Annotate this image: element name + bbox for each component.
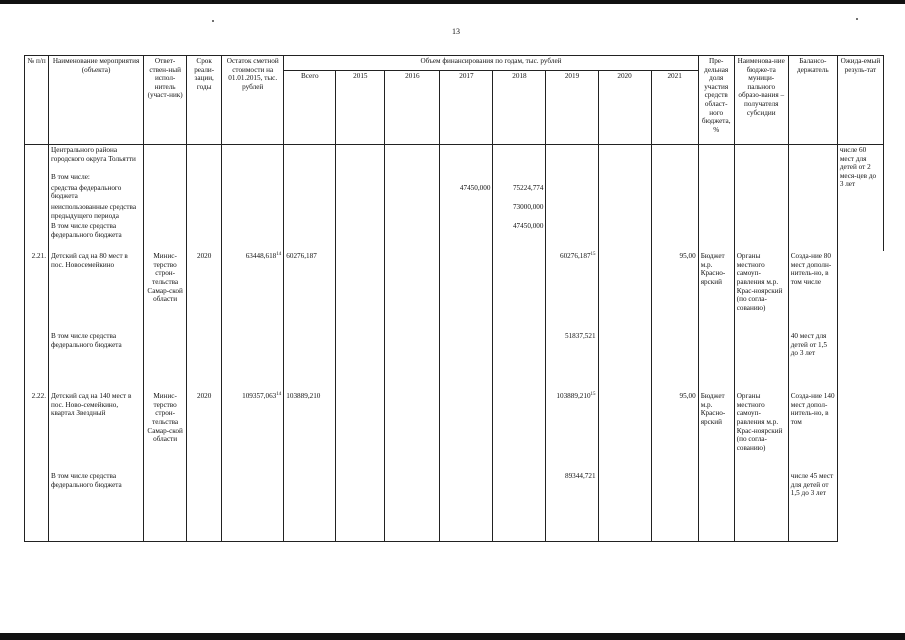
row-num: 2.22. [25, 391, 49, 471]
col-responsible: Ответ-ствен-ный испол-нитель (участ-ник) [144, 56, 187, 145]
col-year: 2018 [493, 71, 546, 145]
row-result: числе 45 мест для детей от 1,5 до 3 лет [788, 471, 837, 541]
col-total: Всего [284, 71, 336, 145]
row-name: В том числе средства федерального бюджета [49, 221, 144, 251]
col-name: Наименование мероприятия (объекта) [49, 56, 144, 145]
row-holder: Органы местного самоуп-равления м.р. Крас-ноярский (по согла-сованию) [734, 251, 788, 331]
row-name: Детский сад на 80 мест в пос. Новосемейкино [49, 251, 144, 331]
row-holder: Органы местного самоуп-равления м.р. Крас-ноярский (по согла-сованию) [734, 391, 788, 471]
table-row [25, 391, 884, 471]
cell-2020: 60276,187$^{15}$ [546, 251, 598, 331]
table-row [25, 221, 884, 251]
scan-border-top [0, 0, 905, 4]
col-budget-name: Наименова-ние бюдже-та муници-пального образо-вания – получателя субсидии [734, 56, 788, 145]
row-result: Созда-ние 80 мест дополн-нитель-но, в том числе [788, 251, 837, 331]
cell-2019: 73000,000 [493, 202, 546, 221]
row-result: Созда-ние 140 мест допол-нитель-но, в том [788, 391, 837, 471]
row-term: 2020 [187, 251, 222, 331]
col-term: Срок реали-зации, годы [187, 56, 222, 145]
col-year: 2017 [440, 71, 493, 145]
cell-2020: 51837,521 [546, 331, 598, 391]
row-share: 95,00 [651, 391, 698, 471]
row-remaining: 63448,618$^{14}$ [222, 251, 284, 331]
row-responsible: Минис-терство строн-тельства Самар-ской области [144, 391, 187, 471]
row-name: Детский сад на 140 мест в пос. Ново-семейкино, квартал Звездный [49, 391, 144, 471]
row-budget: Бюджет м.р. Красно-ярский [698, 251, 734, 331]
row-result: 40 мест для детей от 1,5 до 3 лет [788, 331, 837, 391]
col-year: 2015 [336, 71, 385, 145]
cell-2019: 75224,774 [493, 183, 546, 202]
col-result: Ожида-емый резуль-тат [837, 56, 883, 145]
scan-speck [212, 20, 214, 22]
row-name: В том числе средства федерального бюджета [49, 331, 144, 391]
col-year: 2020 [598, 71, 651, 145]
row-name: В том числе: [49, 164, 144, 183]
row-responsible: Минис-терство строн-тельства Самар-ской области [144, 251, 187, 331]
cell-2020: 103889,210$^{15}$ [546, 391, 598, 471]
col-year: 2016 [385, 71, 440, 145]
funding-table [24, 55, 884, 542]
row-name: средства федерального бюджета [49, 183, 144, 202]
cell-2019: 47450,000 [493, 221, 546, 251]
page-number: 13 [452, 27, 460, 36]
col-year: 2019 [546, 71, 598, 145]
footnote-ref: 14 [276, 252, 282, 258]
table-row [25, 202, 884, 221]
table-row [25, 251, 884, 331]
table-row [25, 183, 884, 202]
table-row [25, 145, 884, 165]
row-total: 103889,210 [284, 391, 336, 471]
cell-2018: 47450,000 [440, 183, 493, 202]
col-holder: Балансо-держатель [788, 56, 837, 145]
row-remaining: 109357,063$^{14}$ [222, 391, 284, 471]
cell-2020: 89344,721 [546, 471, 598, 541]
table-row [25, 164, 884, 183]
col-share: Пре-дельная доля участия средств област-ного бюджета, % [698, 56, 734, 145]
col-year: 2021 [651, 71, 698, 145]
scan-speck [856, 18, 858, 20]
footnote-ref: 14 [276, 392, 282, 398]
row-name: В том числе средства федерального бюджета [49, 471, 144, 541]
scan-border-bottom [0, 633, 905, 640]
row-name: Центрального района городского округа Тольятти [49, 145, 144, 165]
row-term: 2020 [187, 391, 222, 471]
row-num: 2.21. [25, 251, 49, 331]
table-row [25, 471, 884, 541]
footnote-ref: 15 [590, 252, 596, 258]
row-share: 95,00 [651, 251, 698, 331]
col-funding-group: Объем финансирования по годам, тыс. рублей [284, 56, 698, 71]
col-num: № п/п [25, 56, 49, 145]
row-budget: Бюджет м.р. Красно-ярский [698, 391, 734, 471]
row-name: неиспользованные средства предыдущего периода [49, 202, 144, 221]
footnote-ref: 15 [590, 392, 596, 398]
table-row [25, 331, 884, 391]
col-remaining: Остаток сметной стоимости на 01.01.2015, тыс. рублей [222, 56, 284, 145]
row-result: числе 60 мест для детей от 2 меся-цев до 3 лет [837, 145, 883, 252]
row-total: 60276,187 [284, 251, 336, 331]
